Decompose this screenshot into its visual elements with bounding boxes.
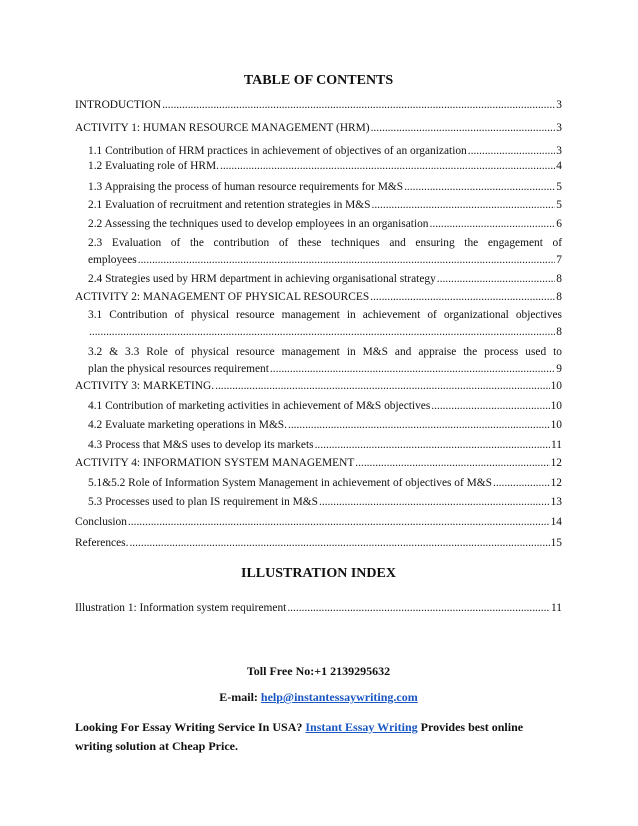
- toc-entry-4-3[interactable]: [88, 437, 562, 454]
- toc-entry-label: 1.2 Evaluating role of HRM.: [88, 160, 219, 172]
- toc-entry-page: 5: [556, 199, 562, 211]
- toc-entry-page: 12: [550, 457, 562, 469]
- toc-entry-label: 4.1 Contribution of marketing activities in achievement of M&S objectives: [88, 400, 431, 412]
- toc-title: TABLE OF CONTENTS: [243, 73, 394, 88]
- promo-text-before: Looking For Essay Writing Service In USA?: [75, 720, 306, 734]
- toc-entry-page: 4: [556, 160, 562, 172]
- toc-entry-page: 6: [556, 218, 562, 230]
- toc-leader: [215, 378, 550, 395]
- toc-entry-label: 5.1&5.2 Role of Information System Management in achievement of objectives of M&S: [88, 477, 492, 489]
- toc-entry-2-1[interactable]: [88, 197, 562, 214]
- toc-leader: [270, 361, 555, 378]
- toc-entry-page: 10: [550, 380, 562, 392]
- toc-leader: [404, 179, 555, 196]
- toc-entry-page: 8: [556, 326, 562, 338]
- toc-leader: [129, 535, 549, 552]
- toc-entry-label: 5.3 Processes used to plan IS requirement in M&S: [88, 496, 318, 508]
- toc-entry-label: Conclusion: [75, 516, 127, 528]
- toc-entry-1-2[interactable]: [88, 158, 562, 175]
- toc-entry-page: 8: [556, 273, 562, 285]
- toc-entry-label: 4.2 Evaluate marketing operations in M&S.: [88, 419, 287, 431]
- illustration-index-title: ILLUSTRATION INDEX: [241, 566, 396, 581]
- toc-entry-page: 10: [550, 400, 562, 412]
- toc-entry-label: 4.3 Process that M&S uses to develop its markets: [88, 439, 314, 451]
- toc-entry-1-3[interactable]: [88, 179, 562, 196]
- toc-entry-3-2-3-3[interactable]: [88, 344, 562, 378]
- toc-entry-page: 11: [551, 439, 562, 451]
- toc-entry-activity-4[interactable]: [75, 455, 562, 472]
- toc-entry-3-1[interactable]: [88, 307, 562, 341]
- toc-entry-5-3[interactable]: [88, 494, 562, 511]
- illustration-entry-page: 11: [551, 602, 562, 614]
- toc-entry-page: 3: [556, 122, 562, 134]
- toc-entry-label: ACTIVITY 3: MARKETING.: [75, 380, 215, 392]
- toc-leader: [371, 197, 555, 214]
- toc-leader: [371, 120, 556, 137]
- toc-leader: [430, 216, 556, 233]
- toc-entry-label: ACTIVITY 2: MANAGEMENT OF PHYSICAL RESOURCES: [75, 291, 370, 303]
- toc-entry-label-line2: plan the physical resources requirement: [88, 363, 269, 375]
- promo-text: [75, 718, 562, 756]
- toc-entry-label: 1.1 Contribution of HRM practices in achievement of objectives of an organization: [88, 145, 467, 157]
- toc-entry-label: 2.2 Assessing the techniques used to develop employees in an organisation: [88, 218, 429, 230]
- toc-leader: [138, 252, 556, 269]
- toc-entry-activity-3[interactable]: [75, 378, 562, 395]
- toc-entry-activity-2[interactable]: [75, 289, 562, 306]
- email-link[interactable]: help@instantessaywriting.com: [260, 690, 418, 704]
- toc-entry-5-1-5-2[interactable]: [88, 475, 562, 492]
- toc-entry-page: 13: [550, 496, 562, 508]
- toc-entry-label-line1: 3.1 Contribution of physical resource management in achievement of organizational objectives: [88, 309, 562, 321]
- toc-entry-label: ACTIVITY 4: INFORMATION SYSTEM MANAGEMENT: [75, 457, 355, 469]
- toc-entry-page: 15: [550, 537, 562, 549]
- toc-entry-label: 1.3 Appraising the process of human resource requirements for M&S: [88, 181, 404, 193]
- toc-leader: [89, 324, 555, 341]
- toc-entry-2-2[interactable]: [88, 216, 562, 233]
- illustration-entry-1[interactable]: [75, 600, 562, 617]
- toc-entry-4-1[interactable]: [88, 398, 562, 415]
- promo-link[interactable]: Instant Essay Writing: [305, 720, 418, 734]
- toc-leader: [287, 600, 550, 617]
- toc-entry-references[interactable]: [75, 535, 562, 552]
- toc-leader: [162, 97, 555, 114]
- toc-entry-page: 5: [556, 181, 562, 193]
- toc-entry-label: ACTIVITY 1: HUMAN RESOURCE MANAGEMENT (HRM): [75, 122, 370, 134]
- toc-entry-label-line2: employees: [88, 254, 137, 266]
- toc-leader: [431, 398, 549, 415]
- toc-entry-page: 12: [550, 477, 562, 489]
- toc-entry-label-line1: 2.3 Evaluation of the contribution of these techniques and ensuring the engagement of: [88, 237, 562, 249]
- toc-leader: [493, 475, 550, 492]
- email-label: E-mail:: [219, 690, 261, 704]
- toll-free-number: Toll Free No:+1 2139295632: [246, 664, 391, 678]
- toc-entry-label: 2.1 Evaluation of recruitment and retention strategies in M&S: [88, 199, 371, 211]
- toc-entry-page: 9: [556, 363, 562, 375]
- toc-entry-page: 7: [556, 254, 562, 266]
- toc-leader: [128, 514, 550, 531]
- toc-leader: [315, 437, 550, 454]
- illustration-entry-label: Illustration 1: Information system requirement: [75, 602, 287, 614]
- toc-leader: [437, 271, 556, 288]
- toc-entry-page: 3: [556, 145, 562, 157]
- toc-leader: [355, 455, 549, 472]
- toc-entry-page: 10: [550, 419, 562, 431]
- toc-leader: [220, 158, 555, 175]
- toc-entry-2-4[interactable]: [88, 271, 562, 288]
- toc-entry-conclusion[interactable]: [75, 514, 562, 531]
- toc-leader: [319, 494, 550, 511]
- toc-entry-activity-1[interactable]: [75, 120, 562, 137]
- toc-entry-label-line1: 3.2 & 3.3 Role of physical resource management in M&S and appraise the process used to: [88, 346, 562, 358]
- promo-text-after: Provides best online writing solution at Cheap Price.: [75, 720, 524, 753]
- toc-entry-label: INTRODUCTION: [75, 99, 162, 111]
- toc-entry-introduction[interactable]: [75, 97, 562, 114]
- toc-entry-page: 14: [550, 516, 562, 528]
- toc-entry-label: 2.4 Strategies used by HRM department in achieving organisational strategy: [88, 273, 436, 285]
- email-line: [75, 690, 562, 705]
- toc-entry-2-3[interactable]: [88, 235, 562, 269]
- toc-leader: [370, 289, 555, 306]
- toc-entry-4-2[interactable]: [88, 417, 562, 434]
- toc-entry-page: 3: [556, 99, 562, 111]
- toc-entry-label: References.: [75, 537, 129, 549]
- toc-entry-page: 8: [556, 291, 562, 303]
- toc-leader: [288, 417, 550, 434]
